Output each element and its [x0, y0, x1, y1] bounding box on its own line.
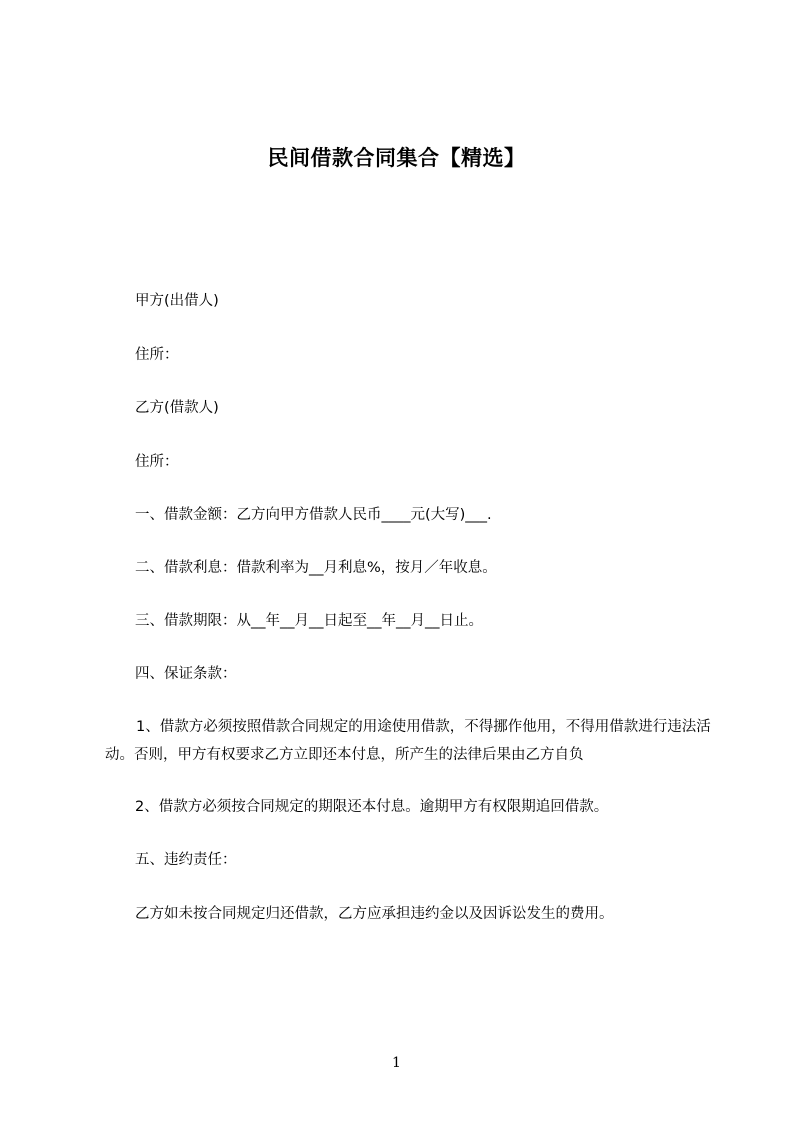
party-a-address: 住所： — [135, 347, 179, 363]
clause-loan-interest: 二、借款利息：借款利率为__月利息%，按月／年收息。 — [135, 560, 497, 576]
guarantee-item-1: 1、借款方必须按照借款合同规定的用途使用借款，不得挪作他用，不得用借款进行违法活动。否则，甲方有权要求乙方立即还本付息，所产生的法律后果由乙方自负 — [105, 719, 711, 763]
guarantee-item-2: 2、借款方必须按合同规定的期限还本付息。逾期甲方有权限期追回借款。 — [135, 799, 609, 815]
clause-guarantee-heading: 四、保证条款： — [135, 666, 237, 682]
clause-loan-term: 三、借款期限：从__年__月__日起至__年__月__日止。 — [135, 613, 483, 629]
clause-loan-amount: 一、借款金额：乙方向甲方借款人民币____元(大写)___. — [135, 507, 492, 523]
party-b-label: 乙方(借款人) — [135, 400, 219, 416]
party-a-label: 甲方(出借人) — [135, 293, 219, 309]
document-title: 民间借款合同集合【精选】 — [267, 146, 526, 170]
page-number: 1 — [392, 1055, 401, 1071]
liability-text: 乙方如未按合同规定归还借款，乙方应承担违约金以及因诉讼发生的费用。 — [135, 906, 614, 922]
clause-liability-heading: 五、违约责任： — [135, 852, 237, 868]
party-b-address: 住所： — [135, 454, 179, 470]
